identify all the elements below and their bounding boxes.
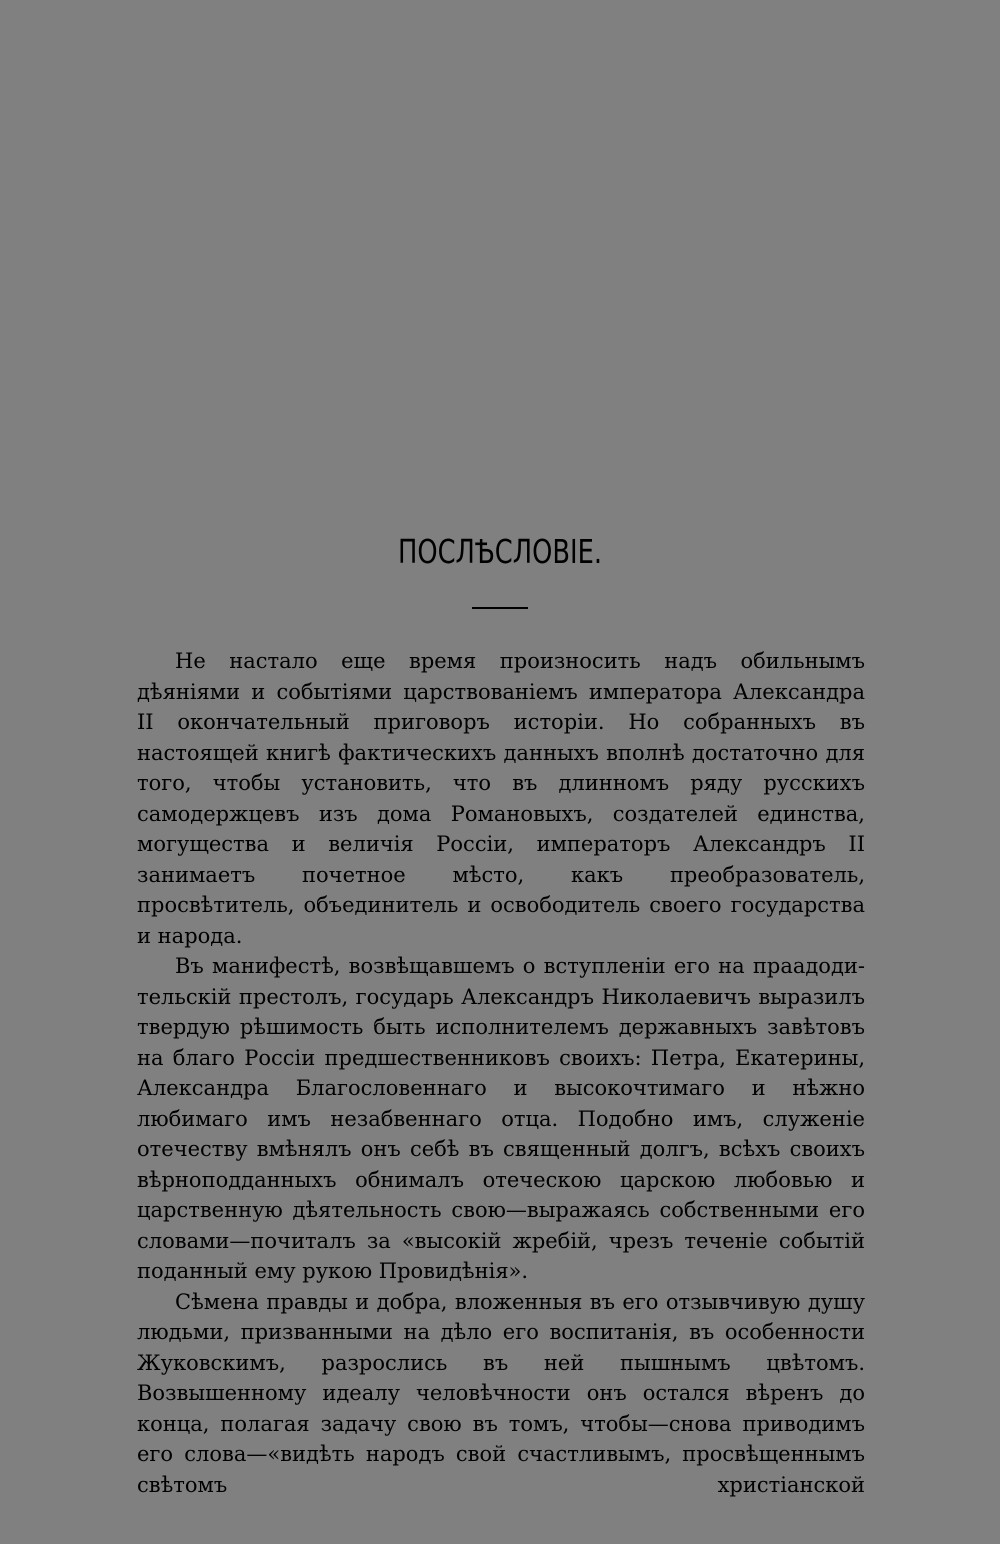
paragraph-3: Сѣмена правды и добра, вложенныя въ его отзывчивую душу людьми, призванными на дѣло его воспитанія, въ особенности Жуковскимъ, разрослись въ ней пышнымъ цвѣтомъ. Возвышенному идеалу человѣчности онъ остался вѣренъ до конца, полагая задачу свою въ томъ, чтобы—снова приводимъ его слова—«видѣть народъ свой счастливымъ, просвѣщеннымъ свѣтомъ христіанской bbox=[137, 1289, 865, 1497]
body-text bbox=[137, 646, 865, 1500]
title-rule bbox=[472, 607, 528, 609]
paragraph-1: Не настало еще время произносить надъ обильнымъ дѣяніями и событіями царствованіемъ императора Александра II окончательный приговоръ исторіи. Но собранныхъ въ настоящей книгѣ фактическихъ данныхъ вполнѣ достаточно для того, чтобы установить, что въ длинномъ ряду русскихъ самодержцевъ изъ дома Романовыхъ, создателей единства, могущества и величія Россіи, императоръ Александръ II занимаетъ почетное мѣсто, какъ преобразователь, просвѣтитель, объединитель и освободитель своего государства и народа. bbox=[137, 649, 865, 948]
chapter-title: ПОСЛѢСЛОВІЕ. bbox=[397, 532, 603, 571]
paragraph-2: Въ манифестѣ, возвѣщавшемъ о вступленіи его на праадодительскій престолъ, государь Александръ Николаевичъ выразилъ твердую рѣшимость быть исполнителемъ державныхъ завѣтовъ на благо Россіи предшественниковъ своихъ: Петра, Екатерины, Александра Благословеннаго и высокочтимаго и нѣжно любимаго имъ незабвеннаго отца. Подобно имъ, служеніе отечеству вмѣнялъ онъ себѣ въ священный долгъ, всѣхъ своихъ вѣрноподданныхъ обнималъ отеческою царскою любовью и царственную дѣятельность свою—выражаясь собственными его словами—почиталъ за «высокій жребій, чрезъ теченіе событій поданный ему рукою Провидѣнія». bbox=[137, 954, 865, 1283]
